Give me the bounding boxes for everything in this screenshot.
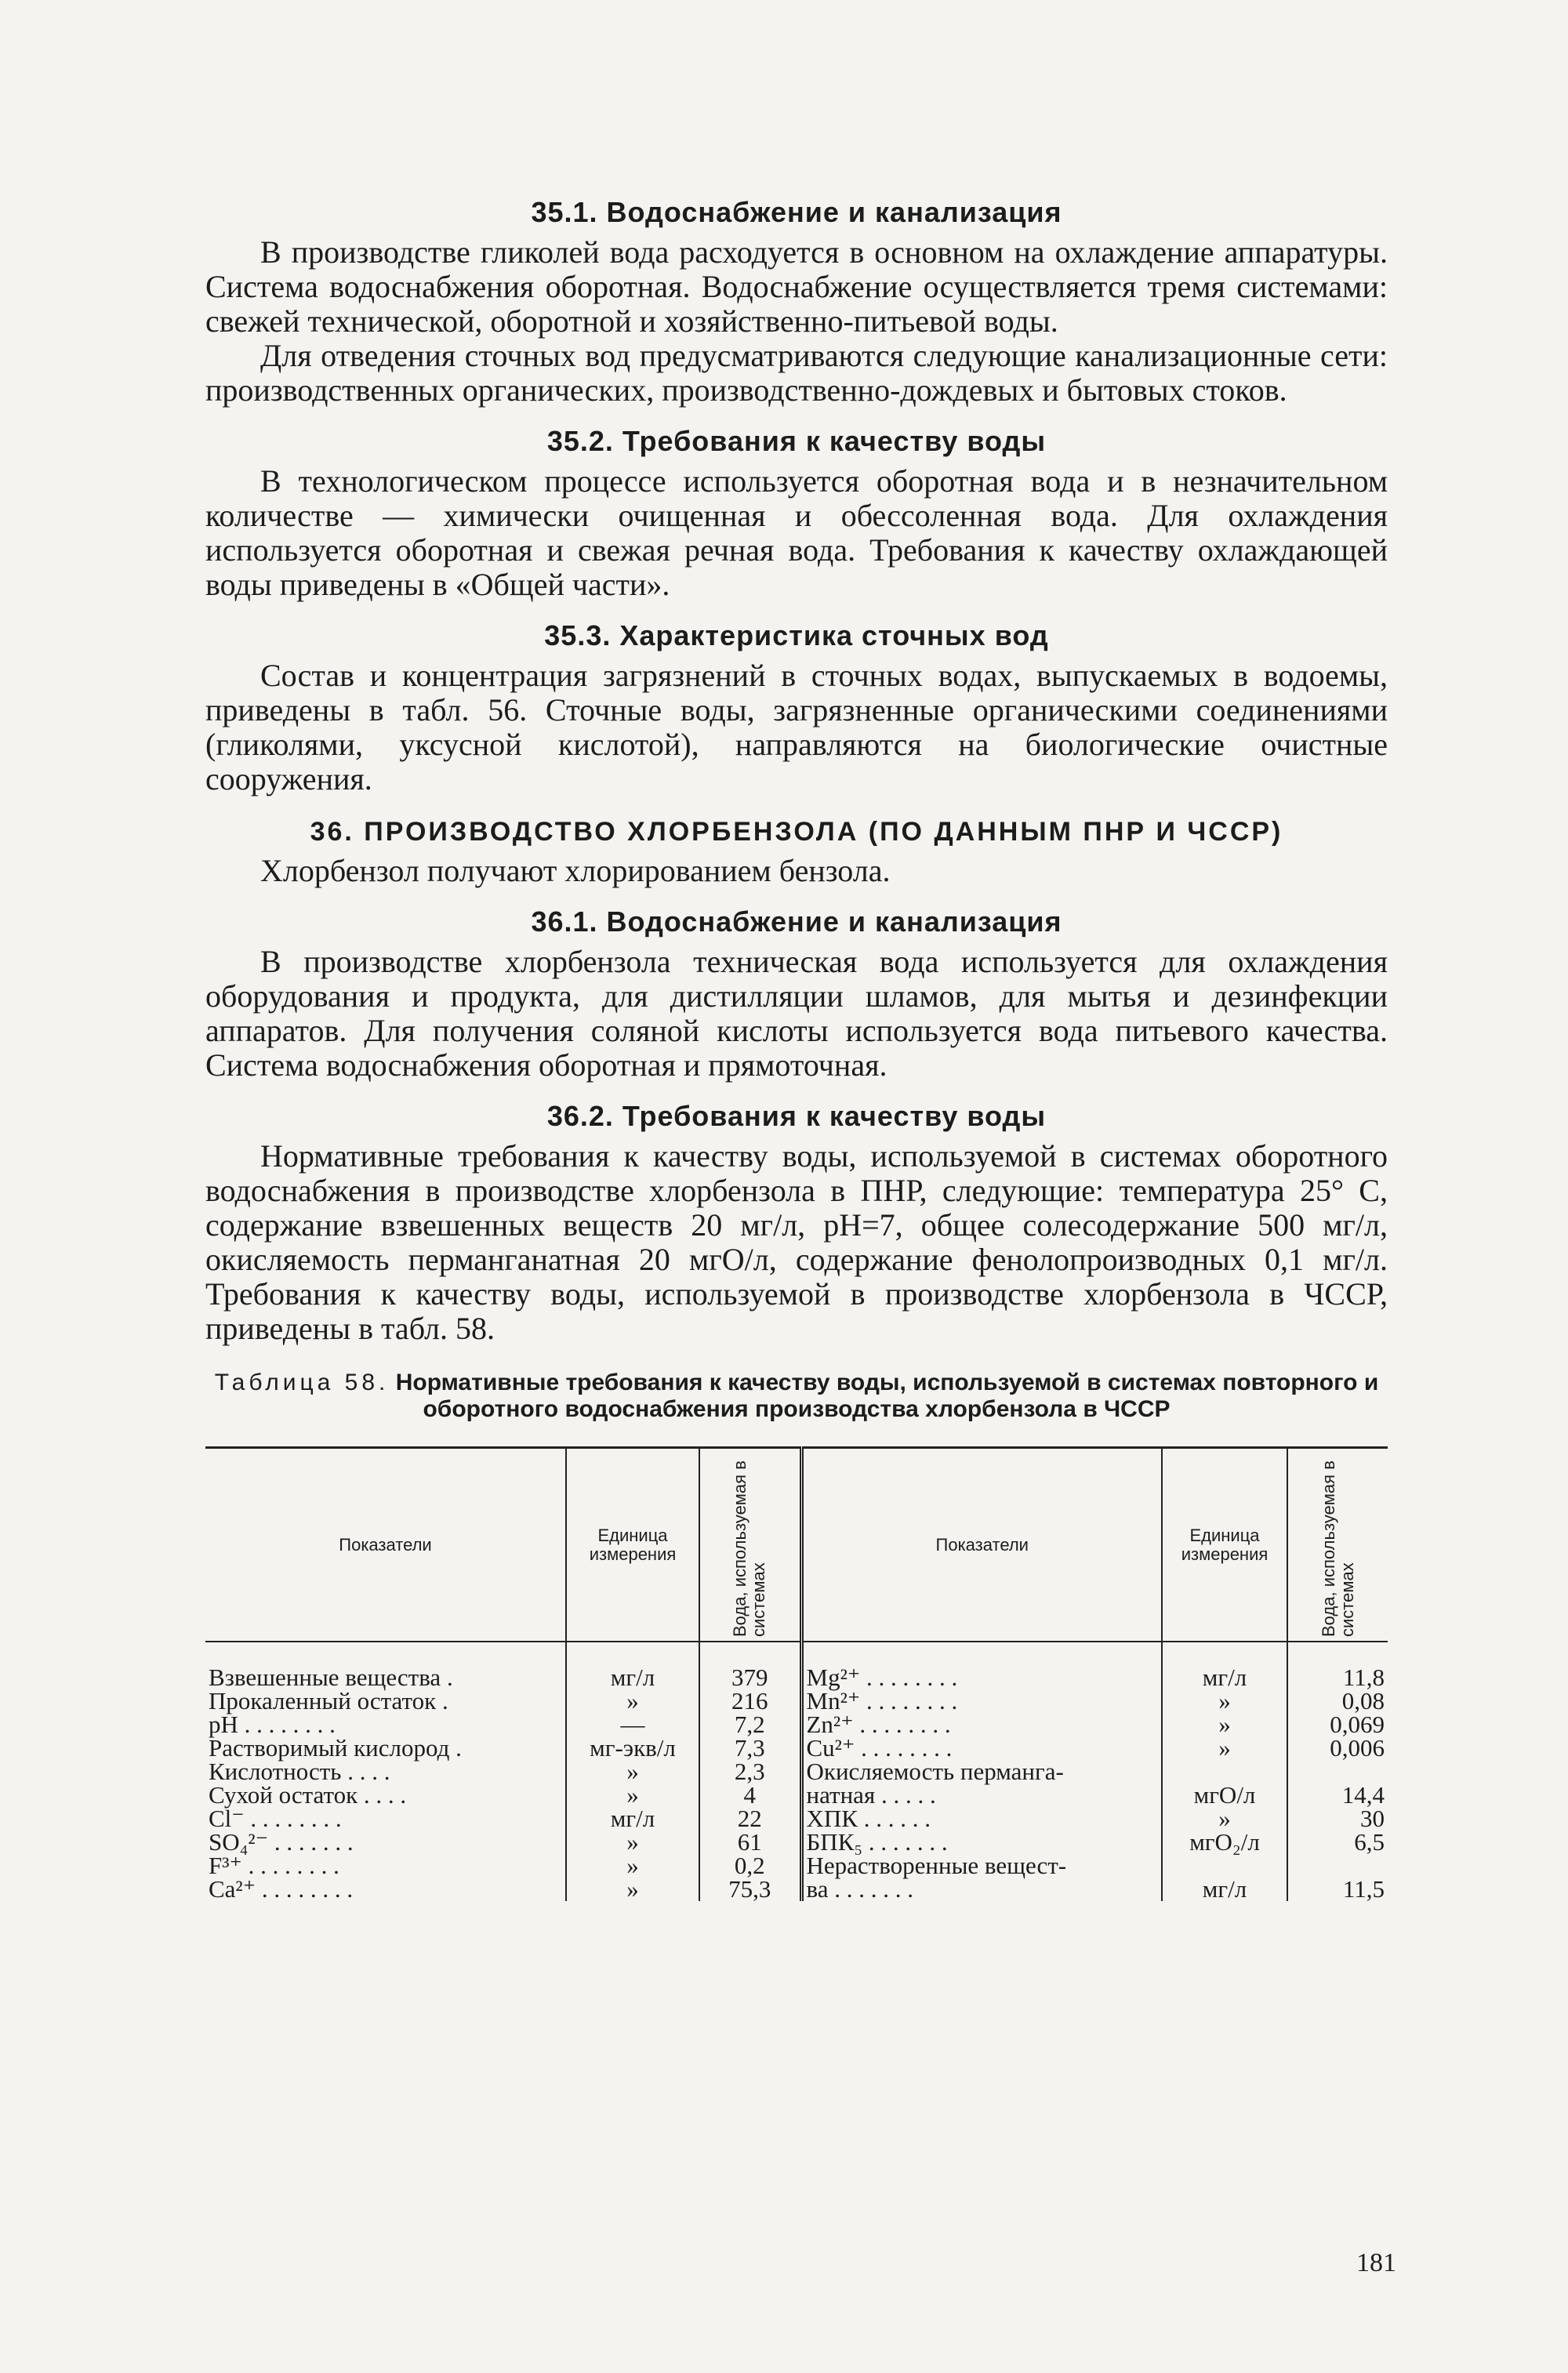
cell-value: 6,5 — [1287, 1831, 1388, 1854]
cell-indicator: Ca²⁺ . . . . . . . . — [209, 1875, 354, 1903]
paragraph: В производстве хлорбензола техническая вода используется для охлаждения оборудования и продукта, для дистилляции шламов, для мытья и дезинфекции аппаратов. Для получения соляной кислоты используется вода питьевого качества. Система водоснабжения оборотная и прямоточная. — [205, 944, 1388, 1083]
cell-indicator: Нерастворенные вещест- — [801, 1854, 1162, 1878]
cell-unit: » — [1162, 1807, 1287, 1831]
cell-unit: » — [1162, 1689, 1287, 1713]
cell-indicator: Cu²⁺ . . . . . . . . — [801, 1736, 1162, 1760]
cell-value: 14,4 — [1287, 1783, 1388, 1807]
table-row — [205, 1736, 1388, 1760]
cell-unit: мг/л — [566, 1807, 699, 1831]
heading-35-2: 35.2. Требования к качеству воды — [546, 425, 1047, 457]
cell-indicator: Окисляемость перманга- — [801, 1760, 1162, 1783]
cell-value: 7,3 — [699, 1736, 801, 1760]
cell-unit: мгО/л — [1162, 1783, 1287, 1807]
cell-indicator: Cl⁻ . . . . . . . . — [209, 1805, 342, 1832]
cell-indicator: ва . . . . . . . — [801, 1878, 1162, 1901]
cell-unit — [1162, 1760, 1287, 1783]
table-row — [205, 1642, 1388, 1689]
cell-unit: » — [566, 1831, 699, 1854]
cell-unit: » — [566, 1783, 699, 1807]
cell-indicator: Растворимый кислород . — [209, 1734, 462, 1762]
cell-indicator: pH . . . . . . . . — [209, 1711, 336, 1738]
cell-indicator: Zn²⁺ . . . . . . . . — [801, 1713, 1162, 1736]
cell-indicator: Кислотность . . . . — [209, 1758, 390, 1785]
paragraph: Нормативные требования к качеству воды, используемой в системах оборотного водоснабжения в производстве хлорбензола в ПНР, следующие: температура 25° С, содержание взвешенных веществ 20 мг/л, pH=7, общее солесодержание 500 мг/л, окисляемость перманганатная 20 мгО/л, содержание фенолопроизводных 0,1 мг/л. Требования к качеству воды, используемой в производстве хлорбензола в ЧССР, приведены в табл. 58. — [205, 1138, 1388, 1346]
page-number: 181 — [1356, 2248, 1396, 2277]
col-header-water — [699, 1448, 801, 1642]
cell-value: 216 — [699, 1689, 801, 1713]
table-row — [205, 1760, 1388, 1783]
table-body — [205, 1642, 1388, 1901]
cell-unit: » — [566, 1760, 699, 1783]
cell-unit: мг-экв/л — [566, 1736, 699, 1760]
cell-value — [1287, 1760, 1388, 1783]
col-header-unit: Единица измерения — [1162, 1448, 1287, 1642]
table-caption-text: Нормативные требования к качеству воды, используемой в системах повторного и оборотного водоснабжения производства хлорбензола в ЧССР — [395, 1370, 1379, 1422]
cell-unit: мг/л — [1162, 1878, 1287, 1901]
cell-value: 0,006 — [1287, 1736, 1388, 1760]
cell-unit: » — [566, 1854, 699, 1878]
table-58 — [205, 1446, 1388, 1901]
cell-value: 0,08 — [1287, 1689, 1388, 1713]
cell-value: 30 — [1287, 1807, 1388, 1831]
cell-unit: мг/л — [1162, 1642, 1287, 1689]
cell-unit: мг/л — [566, 1642, 699, 1689]
cell-indicator: Mg²⁺ . . . . . . . . — [801, 1642, 1162, 1689]
table-row — [205, 1713, 1388, 1736]
cell-indicator: БПК₅ . . . . . . . — [801, 1831, 1162, 1854]
heading-36-1: 36.1. Водоснабжение и канализация — [531, 905, 1062, 938]
paragraph: В производстве гликолей вода расходуется в основном на охлаждение аппаратуры. Система водоснабжения оборотная. Водоснабжение осуществляется тремя системами: свежей технической, оборотной и хозяйственно-питьевой воды. — [205, 234, 1388, 339]
cell-value: 22 — [699, 1807, 801, 1831]
col-header-unit: Единица измерения — [566, 1448, 699, 1642]
cell-value: 4 — [699, 1783, 801, 1807]
cell-unit: мгО₂/л — [1162, 1831, 1287, 1854]
cell-unit: » — [1162, 1736, 1287, 1760]
cell-indicator: натная . . . . . — [801, 1783, 1162, 1807]
heading-35-1: 35.1. Водоснабжение и канализация — [531, 196, 1062, 228]
chapter-heading-36: 36. ПРОИЗВОДСТВО ХЛОРБЕНЗОЛА (ПО ДАННЫМ ПНР И ЧССР) — [310, 817, 1283, 847]
cell-value: 11,5 — [1287, 1878, 1388, 1901]
col-header-indicator: Показатели — [801, 1448, 1162, 1642]
cell-indicator: Mn²⁺ . . . . . . . . — [801, 1689, 1162, 1713]
cell-unit: » — [566, 1689, 699, 1713]
table-row — [205, 1878, 1388, 1901]
col-header-water-text: Вода, используемая в системах — [1318, 1460, 1357, 1637]
heading-36-2: 36.2. Требования к качеству воды — [546, 1100, 1047, 1132]
table-row — [205, 1831, 1388, 1854]
cell-unit: » — [1162, 1713, 1287, 1736]
page-content — [205, 196, 1388, 1901]
cell-unit: — — [566, 1713, 699, 1736]
cell-indicator: Взвешенные вещества . — [209, 1664, 453, 1691]
cell-indicator: Сухой остаток . . . . — [209, 1781, 407, 1809]
cell-indicator: F³⁺ . . . . . . . . — [209, 1852, 339, 1879]
table-row — [205, 1854, 1388, 1878]
cell-indicator: SO₄²⁻ . . . . . . . — [209, 1828, 354, 1856]
table-caption-lead: Таблица 58. — [214, 1370, 390, 1395]
cell-indicator: ХПК . . . . . . — [801, 1807, 1162, 1831]
paragraph: Хлорбензол получают хлорированием бензола. — [260, 853, 891, 888]
cell-indicator: Прокаленный остаток . — [209, 1687, 448, 1714]
cell-value: 2,3 — [699, 1760, 801, 1783]
table-row — [205, 1783, 1388, 1807]
table-caption — [205, 1370, 1388, 1423]
col-header-water-text: Вода, используемая в системах — [730, 1460, 769, 1637]
paragraph: Состав и концентрация загрязнений в сточных водах, выпускаемых в водоемы, приведены в табл. 56. Сточные воды, загрязненные органическими соединениями (гликолями, уксусной кислотой), направляются на биологические очистные сооружения. — [205, 658, 1388, 796]
cell-value — [1287, 1854, 1388, 1878]
cell-value: 0,2 — [699, 1854, 801, 1878]
cell-value: 0,069 — [1287, 1713, 1388, 1736]
cell-value: 75,3 — [699, 1878, 801, 1901]
cell-value: 379 — [699, 1642, 801, 1689]
col-header-indicator: Показатели — [205, 1448, 566, 1642]
table-row — [205, 1689, 1388, 1713]
cell-value: 7,2 — [699, 1713, 801, 1736]
cell-value: 61 — [699, 1831, 801, 1854]
table-row — [205, 1807, 1388, 1831]
cell-unit: » — [566, 1878, 699, 1901]
table-header-row — [205, 1448, 1388, 1642]
paragraph: Для отведения сточных вод предусматриваются следующие канализационные сети: производственных органических, производственно-дождевых и бытовых стоков. — [205, 338, 1388, 408]
paragraph: В технологическом процессе используется оборотная вода и в незначительном количестве — химически очищенная и обессоленная вода. Для охлаждения используется оборотная и свежая речная вода. Требования к качеству охлаждающей воды приведены в «Общей части». — [205, 463, 1388, 602]
col-header-water — [1287, 1448, 1388, 1642]
cell-value: 11,8 — [1287, 1642, 1388, 1689]
cell-unit — [1162, 1854, 1287, 1878]
heading-35-3: 35.3. Характеристика сточных вод — [544, 619, 1049, 651]
